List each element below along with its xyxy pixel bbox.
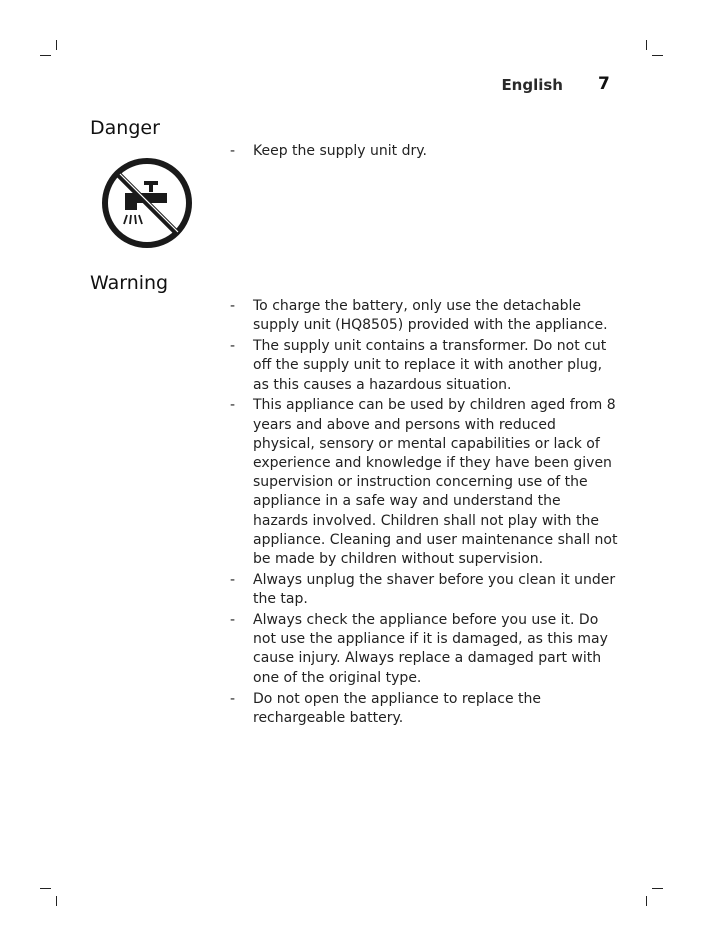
crop-mark	[40, 55, 51, 56]
list-item: - Keep the supply unit dry.	[230, 143, 427, 159]
list-item: - This appliance can be used by children aged from 8 years and above and persons with reduced physical, sensory or mental capabilities or lack of experience and knowledge if they have been given supervision or instruction concerning use of the appliance in a safe way and understand the hazards involved. Children shall not play with the appliance. Cleaning and user maintenance shall not be made by children without supervision.	[230, 397, 618, 568]
crop-mark	[652, 55, 663, 56]
crop-mark	[646, 896, 647, 906]
list-item: - To charge the battery, only use the detachable supply unit (HQ8505) provided with the appliance.	[230, 298, 608, 334]
header-language: English	[501, 76, 563, 94]
list-item: - Do not open the appliance to replace the rechargeable battery.	[230, 690, 541, 726]
list-item: - Always check the appliance before you use it. Do not use the appliance if it is damaged, as this may cause injury. Always replace a damaged part with one of the original type.	[230, 612, 608, 686]
crop-mark	[646, 40, 647, 50]
list-item-text: Always unplug the shaver before you clean it under the tap.	[253, 571, 616, 608]
list-item: - The supply unit contains a transformer. Do not cut off the supply unit to replace it with another plug, as this causes a hazardous situation.	[230, 338, 607, 393]
list-item: - Always unplug the shaver before you clean it under the tap.	[230, 571, 616, 608]
crop-mark	[56, 40, 57, 50]
crop-mark	[56, 896, 57, 906]
danger-heading: Danger	[90, 117, 160, 139]
list-item-text: Keep the supply unit dry.	[253, 143, 427, 159]
warning-list	[230, 297, 620, 730]
list-item-text: This appliance can be used by children aged from 8 years and above and persons with reduced physical, sensory or mental capabilities or lack of experience and knowledge if they have been given supervision or instruction concerning use of the appliance in a safe way and understand the hazards involved. Children shall not play with the appliance. Cleaning and user maintenance shall not be made by children without supervision.	[253, 397, 618, 568]
warning-heading: Warning	[90, 272, 169, 294]
no-water-tap-icon	[101, 157, 193, 249]
crop-mark	[652, 888, 663, 889]
list-item-text: Always check the appliance before you use it. Do not use the appliance if it is damaged, as this may cause injury. Always replace a damaged part with one of the original type.	[253, 612, 608, 686]
list-item-text: To charge the battery, only use the detachable supply unit (HQ8505) provided with the appliance.	[253, 298, 608, 334]
danger-list	[230, 142, 620, 163]
page-number: 7	[598, 74, 610, 94]
list-item-text: Do not open the appliance to replace the rechargeable battery.	[253, 690, 541, 726]
list-item-text: The supply unit contains a transformer. Do not cut off the supply unit to replace it with another plug, as this causes a hazardous situation.	[253, 338, 607, 393]
crop-mark	[40, 888, 51, 889]
